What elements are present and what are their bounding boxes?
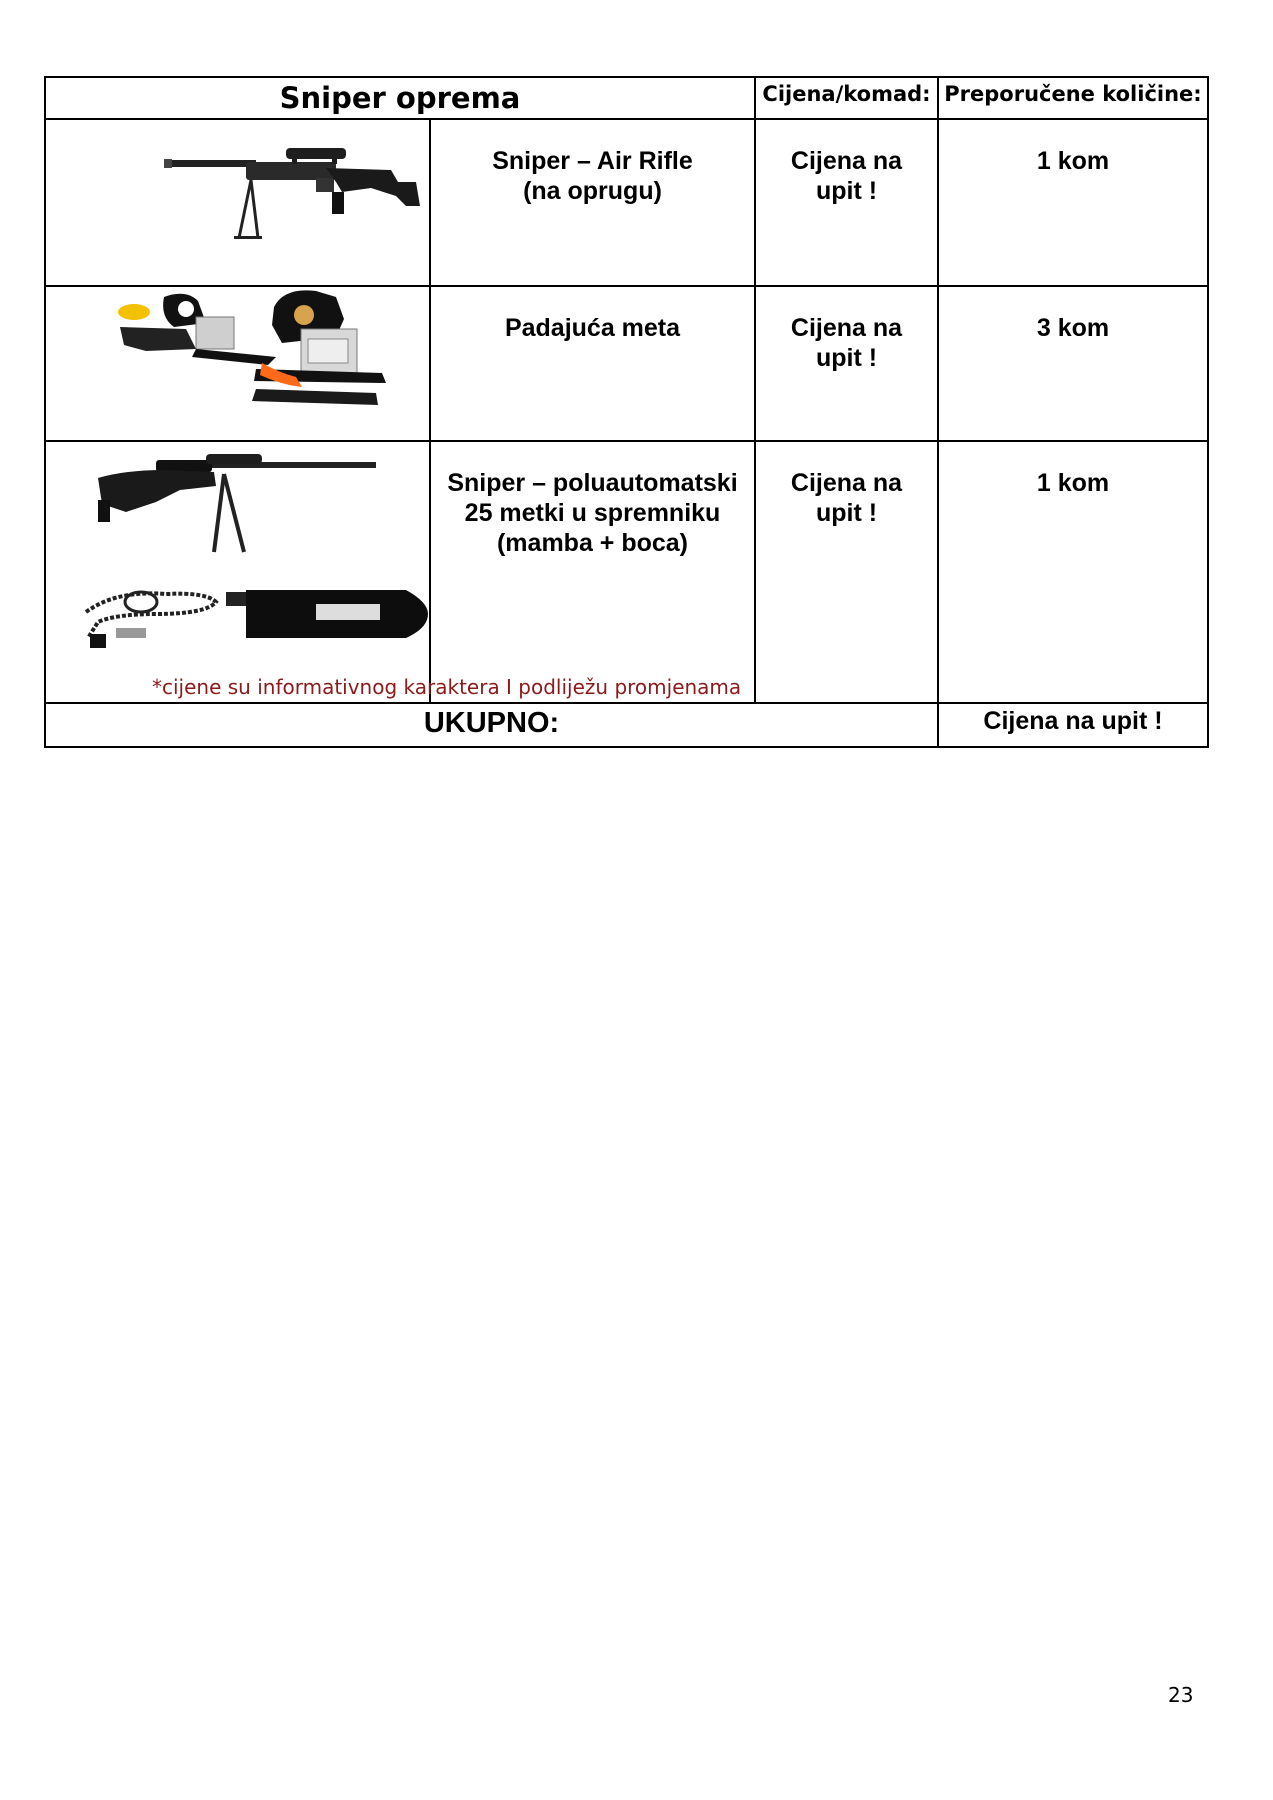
- table-title: Sniper oprema: [45, 77, 755, 119]
- product-name-line: 25 metki u spremniku: [464, 499, 721, 527]
- price-column-header: Cijena/komad:: [755, 77, 938, 119]
- total-row: [45, 703, 1208, 747]
- product-price: [755, 119, 938, 286]
- product-quantity: 1 kom: [938, 441, 1208, 703]
- product-price: [755, 441, 938, 703]
- semi-auto-sniper-and-tank-image: [46, 442, 431, 676]
- total-value: Cijena na upit !: [938, 703, 1208, 747]
- table-row: [45, 286, 1208, 441]
- price-line: upit !: [815, 499, 878, 527]
- price-line: Cijena na: [790, 314, 903, 342]
- product-name: [430, 286, 755, 441]
- falling-target-image: [46, 287, 431, 414]
- product-name: [430, 441, 755, 703]
- total-label: UKUPNO:: [45, 703, 938, 747]
- table-row: [45, 441, 1208, 703]
- product-image-cell: [45, 286, 430, 441]
- product-price: [755, 286, 938, 441]
- quantity-column-header: Preporučene količine:: [938, 77, 1208, 119]
- product-quantity: 1 kom: [938, 119, 1208, 286]
- price-line: upit !: [815, 177, 878, 205]
- price-line: Cijena na: [790, 147, 903, 175]
- product-image-cell: [45, 119, 430, 286]
- product-name-line: (na oprugu): [523, 177, 662, 205]
- price-line: upit !: [815, 344, 878, 372]
- price-disclaimer: *cijene su informativnog karaktera I podliježu promjenama: [152, 675, 742, 699]
- price-line: Cijena na: [790, 469, 903, 497]
- product-image-cell: [45, 441, 430, 703]
- product-name-line: Sniper – poluautomatski: [447, 469, 738, 497]
- product-quantity: 3 kom: [938, 286, 1208, 441]
- product-name: [430, 119, 755, 286]
- air-rifle-image: [46, 120, 431, 259]
- product-name-line: (mamba + boca): [496, 529, 689, 557]
- product-name-line: Sniper – Air Rifle: [492, 147, 693, 175]
- product-name-line: Padajuća meta: [504, 314, 681, 342]
- equipment-table: [44, 76, 1209, 748]
- page-number: 23: [1168, 1683, 1194, 1707]
- table-row: [45, 119, 1208, 286]
